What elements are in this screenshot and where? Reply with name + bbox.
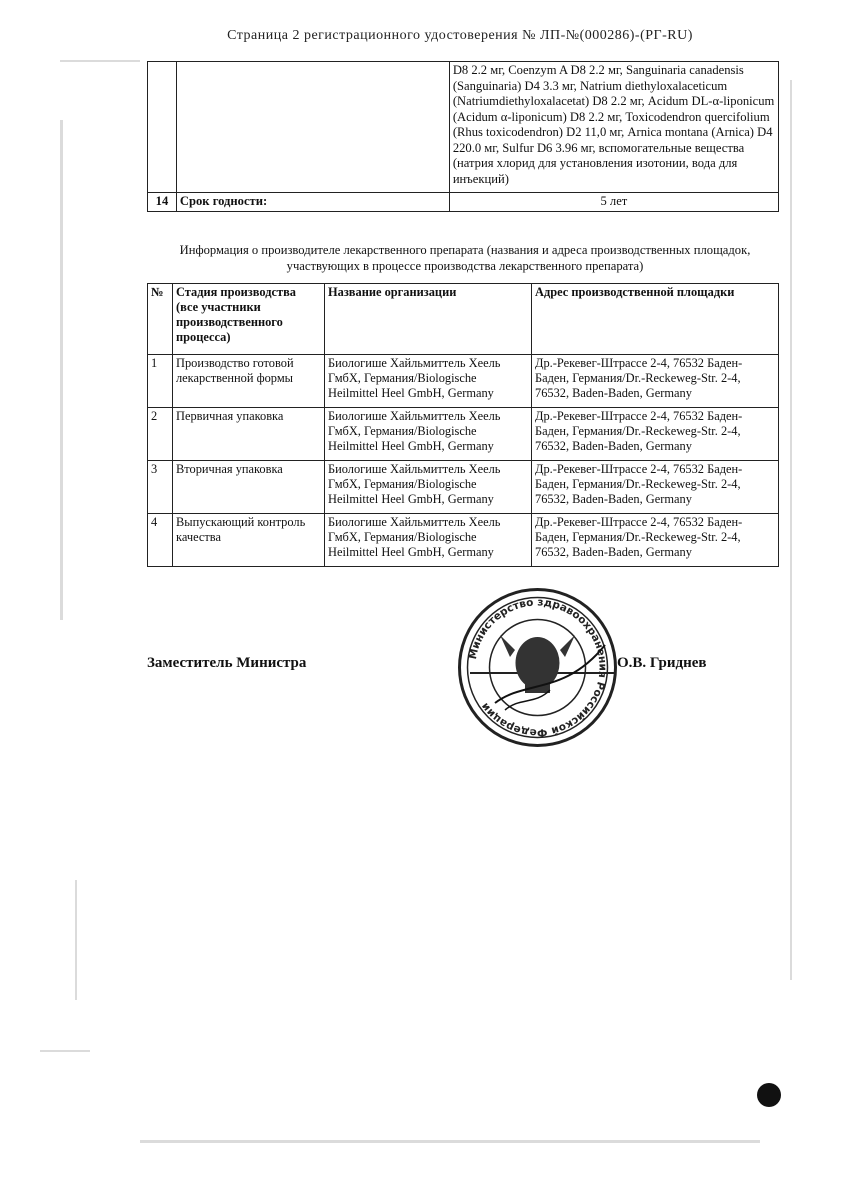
row-organization: Биологише Хайльмиттель Хеель ГмбХ, Германия/Biologische Heilmittel Heel GmbH, Germany <box>325 514 532 567</box>
manufacturer-table-header <box>148 284 779 355</box>
table-row <box>148 355 779 408</box>
manufacturer-table <box>147 283 779 567</box>
shelf-life-value: 5 лет <box>449 193 778 212</box>
column-header-address: Адрес производственной площадки <box>532 284 779 355</box>
row-address: Др.-Рекевег-Штрассе 2-4, 76532 Баден-Баден, Германия/Dr.-Reckeweg-Str. 2-4, 76532, Baden-Baden, Germany <box>532 408 779 461</box>
row-organization: Биологише Хайльмиттель Хеель ГмбХ, Германия/Biologische Heilmittel Heel GmbH, Germany <box>325 408 532 461</box>
row-organization: Биологише Хайльмиттель Хеель ГмбХ, Германия/Biologische Heilmittel Heel GmbH, Germany <box>325 461 532 514</box>
column-header-stage: Стадия производства (все участники производственного процесса) <box>173 284 325 355</box>
column-header-number: № <box>148 284 173 355</box>
signature-title: Заместитель Министра <box>147 655 307 671</box>
row-address: Др.-Рекевег-Штрассе 2-4, 76532 Баден-Баден, Германия/Dr.-Reckeweg-Str. 2-4, 76532, Baden-Baden, Germany <box>532 461 779 514</box>
table-row <box>148 461 779 514</box>
shelf-life-label: Срок годности: <box>176 193 449 212</box>
composition-num-cell <box>148 62 177 193</box>
row-number: 4 <box>148 514 173 567</box>
row-number: 3 <box>148 461 173 514</box>
table-row <box>148 514 779 567</box>
shelf-life-number: 14 <box>148 193 177 212</box>
punch-hole-mark <box>757 1083 781 1107</box>
row-address: Др.-Рекевег-Штрассе 2-4, 76532 Баден-Баден, Германия/Dr.-Reckeweg-Str. 2-4, 76532, Baden-Baden, Germany <box>532 355 779 408</box>
row-address: Др.-Рекевег-Штрассе 2-4, 76532 Баден-Баден, Германия/Dr.-Reckeweg-Str. 2-4, 76532, Baden-Baden, Germany <box>532 514 779 567</box>
column-header-organization: Название организации <box>325 284 532 355</box>
composition-text: D8 2.2 мг, Coenzym A D8 2.2 мг, Sanguinaria canadensis (Sanguinaria) D4 3.3 мг, Natrium diethyloxalaceticum (Natriumdiethyloxalacetat) D8 2.2 мг, Acidum DL-α-liponicum (Acidum α-liponicum) D8 2.2 мг, Toxicodendron quercifolium (Rhus toxicodendron) D2 11,0 мг, Arnica montana (Arnica) D4 220.0 мг, Sulfur D6 3.96 мг, вспомогательные вещества (натрия хлорид для установления изотонии, вода для инъекций) <box>449 62 778 193</box>
eagle-emblem-icon <box>500 635 575 693</box>
row-organization: Биологише Хайльмиттель Хеель ГмбХ, Германия/Biologische Heilmittel Heel GmbH, Germany <box>325 355 532 408</box>
signature-name: О.В. Гриднев <box>617 655 707 671</box>
official-seal-icon <box>455 585 620 750</box>
page-header: Страница 2 регистрационного удостоверения № ЛП-№(000286)-(РГ-RU) <box>227 28 693 43</box>
shelf-life-row <box>148 193 779 212</box>
composition-label-cell <box>176 62 449 193</box>
row-stage: Производство готовой лекарственной формы <box>173 355 325 408</box>
table-row <box>148 408 779 461</box>
composition-row <box>148 62 779 193</box>
row-number: 2 <box>148 408 173 461</box>
manufacturer-info-heading: Информация о производителе лекарственного препарата (названия и адреса производственных площадок, участвующих в процессе производства лекарственного препарата) <box>179 243 751 273</box>
row-stage: Вторичная упаковка <box>173 461 325 514</box>
row-stage: Выпускающий контроль качества <box>173 514 325 567</box>
svg-text:Министерство здравоохранения Р: Министерство здравоохранения Российской Федерации <box>466 596 609 739</box>
row-number: 1 <box>148 355 173 408</box>
row-stage: Первичная упаковка <box>173 408 325 461</box>
composition-table <box>147 61 779 212</box>
